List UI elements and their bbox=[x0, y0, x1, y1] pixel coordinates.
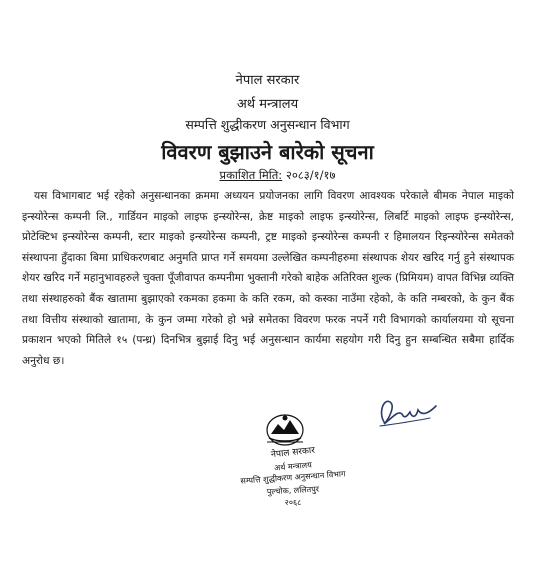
department-name: सम्पत्ति शुद्धीकरण अनुसन्धान विभाग bbox=[185, 117, 350, 132]
government-name: नेपाल सरकार bbox=[235, 73, 300, 88]
stamp-line-5: २०६८ bbox=[284, 498, 302, 507]
nepal-emblem-icon bbox=[262, 412, 308, 448]
stamp-line-2: अर्थ मन्त्रालय bbox=[273, 460, 313, 473]
ministry-name: अर्थ मन्त्रालय bbox=[236, 97, 299, 112]
notice-body: यस विभागबाट भई रहेको अनुसन्धानका क्रममा अध्ययन प्रयोजनका लागि विवरण आवश्यक परेकाले बीमक नेपाल माइको इन्स्योरेन्स कम्पनी लि., गार्डियन माइको लाइफ इन्स्योरेन्स, क्रेष्ट माइको लाइफ इन्स्योरेन्स, लिबर्टि माइको लाइफ इन्स्योरेन्स, प्रोटेक्टिभ इन्स्योरेन्स कम्पनी, स्टार माइको इन्स्योरेन्स कम्पनी, ट्रष्ट माइको इन्स्योरेन्स कम्पनी र हिमालयन रिइन्स्योरेन्स समेतको संस्थापना हुँदाका बिमा प्राधिकरणबाट अनुमति प्राप्त गर्ने समयमा उल्लेखित कम्पनीहरुमा संस्थापक शेयर खरिद गर्नु हुने संस्थापक शेयर खरिद गर्ने महानुभावहरुले चुक्ता पूँजीवापत कम्पनीमा भुक्तानी गरेको बाहेक अतिरिक्त शुल्क (प्रिमियम) वापत विभिन्न व्यक्ति तथा संस्थाहरुको बैंक खातामा बुझाएको रकमका हकमा के कति रकम, को कस्का नाउँमा रहेको, के कति नम्बरको, के कुन बैंक तथा वित्तीय संस्थाको खातामा, के कुन जम्मा गरेको हो भन्ने समेतका विवरण फरक नपर्ने गरी विभागको कार्यालयमा यो सूचना प्रकाशन भएको मितिले १५ (पन्ध्र) दिनभित्र बुझाई दिनु भई अनुसन्धान कार्यमा सहयोग गरी दिनु हुन सम्बन्धित सबैमा हार्दिक अनुरोध छ। bbox=[22, 190, 514, 367]
notice-title: विवरण बुझाउने बारेको सूचना bbox=[161, 140, 374, 164]
official-stamp bbox=[218, 412, 368, 522]
stamp-line-3: सम्पत्ति शुद्धीकरण अनुसन्धान विभाग bbox=[240, 469, 346, 486]
published-label: प्रकाशित मिति: bbox=[219, 168, 283, 182]
stamp-line-4: पुल्चोक, ललितपुर bbox=[266, 484, 320, 497]
stamp-line-1: नेपाल सरकार bbox=[270, 445, 316, 461]
signature-icon bbox=[370, 388, 450, 438]
published-date: २०८३/१/१७ bbox=[285, 168, 336, 182]
published-date-line bbox=[10, 168, 535, 183]
